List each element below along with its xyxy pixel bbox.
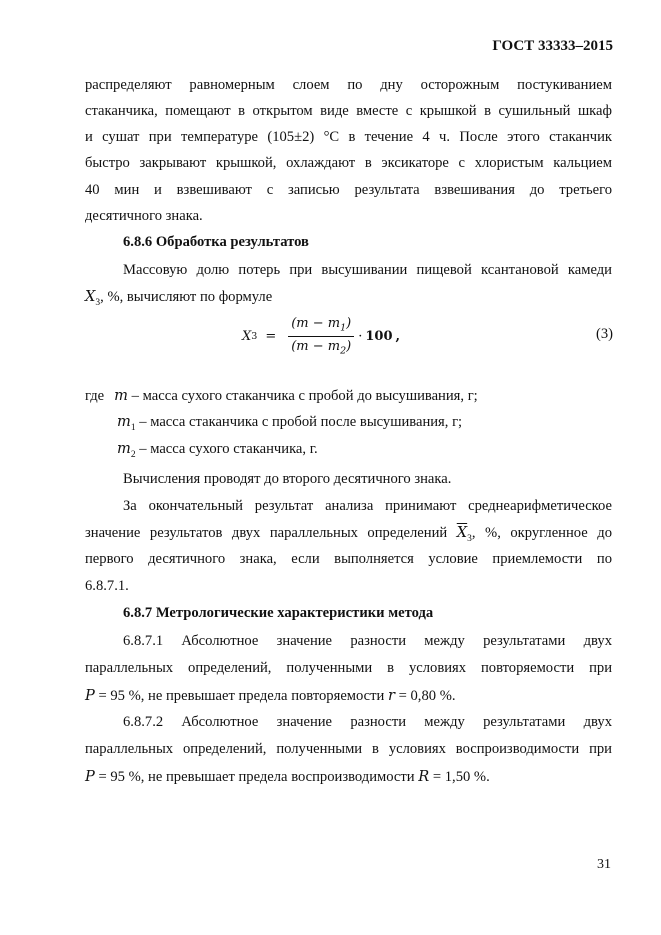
legend-line (117, 440, 318, 460)
where-word: где (85, 388, 105, 404)
legend-symbol: m (114, 387, 129, 404)
text-run: = 95 %, не превышает предела повторяемости (94, 688, 388, 704)
legend-symbol: m (117, 440, 131, 457)
body-line: За окончательный результат анализа принимают среднеарифметическое (123, 498, 612, 514)
body-line: параллельных определений, полученными в условиях воспроизводимости при (85, 741, 612, 757)
legend-line (85, 387, 478, 405)
symbol-p: P (85, 687, 95, 704)
body-line: быстро закрывают крышкой, охлаждают в эксикаторе с хлористым кальцием (85, 155, 612, 171)
formula-lhs: X (242, 328, 252, 344)
denominator-text: (m − m (291, 338, 341, 354)
text-run: , %, вычисляют по формуле (100, 289, 273, 305)
body-line: десятичного знака. (85, 208, 203, 224)
formula-denominator (288, 337, 354, 357)
text-run: = 1,50 %. (429, 769, 490, 785)
legend-line (117, 413, 462, 433)
numerator-subscript: 1 (340, 322, 347, 334)
body-line (85, 524, 612, 544)
body-line: и сушат при температуре (105±2) °С в течение 4 ч. После этого стаканчик (85, 129, 612, 145)
text-run: значение результатов двух параллельных определений (85, 525, 457, 541)
formula-numerator (288, 316, 354, 337)
symbol-subscript: 3 (467, 533, 472, 544)
formula-3 (242, 312, 400, 360)
body-line: 6.8.7.1 Абсолютное значение разности между результатами двух (123, 633, 612, 649)
formula-times: · (358, 328, 363, 344)
document-header: ГОСТ 33333–2015 (492, 38, 613, 54)
formula-factor: 100 (365, 328, 393, 344)
body-line: 6.8.7.2 Абсолютное значение разности между результатами двух (123, 714, 612, 730)
legend-text: – масса стаканчика с пробой после высушивания, г; (135, 414, 463, 430)
symbol-p: P (85, 768, 95, 785)
section-heading-687: 6.8.7 Метрологические характеристики метода (123, 605, 434, 621)
body-line: 6.8.7.1. (85, 578, 129, 594)
legend-subscript: 1 (130, 422, 136, 433)
symbol-r-upper: R (418, 768, 430, 785)
symbol-subscript: 3 (95, 297, 101, 308)
body-line: первого десятичного знака, если выполняется условие приемлемости по (85, 551, 612, 567)
body-line: распределяют равномерным слоем по дну осторожным постукиванием (85, 77, 612, 93)
symbol-x3: X (85, 288, 96, 305)
text-run: = 0,80 %. (394, 688, 456, 704)
body-line: параллельных определений, полученными в условиях повторяемости при (85, 660, 612, 676)
numerator-close: ) (346, 315, 352, 331)
formula-equals: = (265, 328, 277, 344)
symbol-x3-mean: $\overline{X}$ (456, 524, 468, 541)
body-line: Массовую долю потерь при высушивании пищевой ксантановой камеди (123, 262, 612, 278)
body-line (85, 687, 612, 705)
text-run: = 95 %, не превышает предела воспроизводимости (94, 769, 419, 785)
body-line (85, 288, 612, 308)
formula-number: (3) (595, 326, 613, 342)
legend-symbol: m (117, 413, 131, 430)
formula-fraction (288, 316, 354, 356)
legend-subscript: 2 (130, 449, 136, 460)
body-line: стаканчика, помещают в открытом виде вместе с крышкой в сушильный шкаф (85, 103, 612, 119)
calc-note: Вычисления проводят до второго десятичного знака. (123, 471, 452, 487)
legend-text: – масса сухого стаканчика, г. (135, 441, 318, 457)
body-line: 40 мин и взвешивают с записью результата взвешивания до третьего (85, 182, 612, 198)
text-run: , %, округленное до (471, 525, 612, 541)
formula-comma: , (395, 328, 401, 344)
denominator-subscript: 2 (340, 345, 347, 357)
legend-text: – масса сухого стаканчика с пробой до высушивания, г; (128, 388, 478, 404)
numerator-text: (m − m (291, 315, 341, 331)
body-line (85, 768, 612, 786)
symbol-r: r (388, 687, 395, 704)
section-heading-686: 6.8.6 Обработка результатов (123, 234, 309, 250)
page-number: 31 (597, 857, 611, 872)
formula-lhs-subscript: 3 (251, 330, 258, 342)
denominator-close: ) (346, 338, 352, 354)
